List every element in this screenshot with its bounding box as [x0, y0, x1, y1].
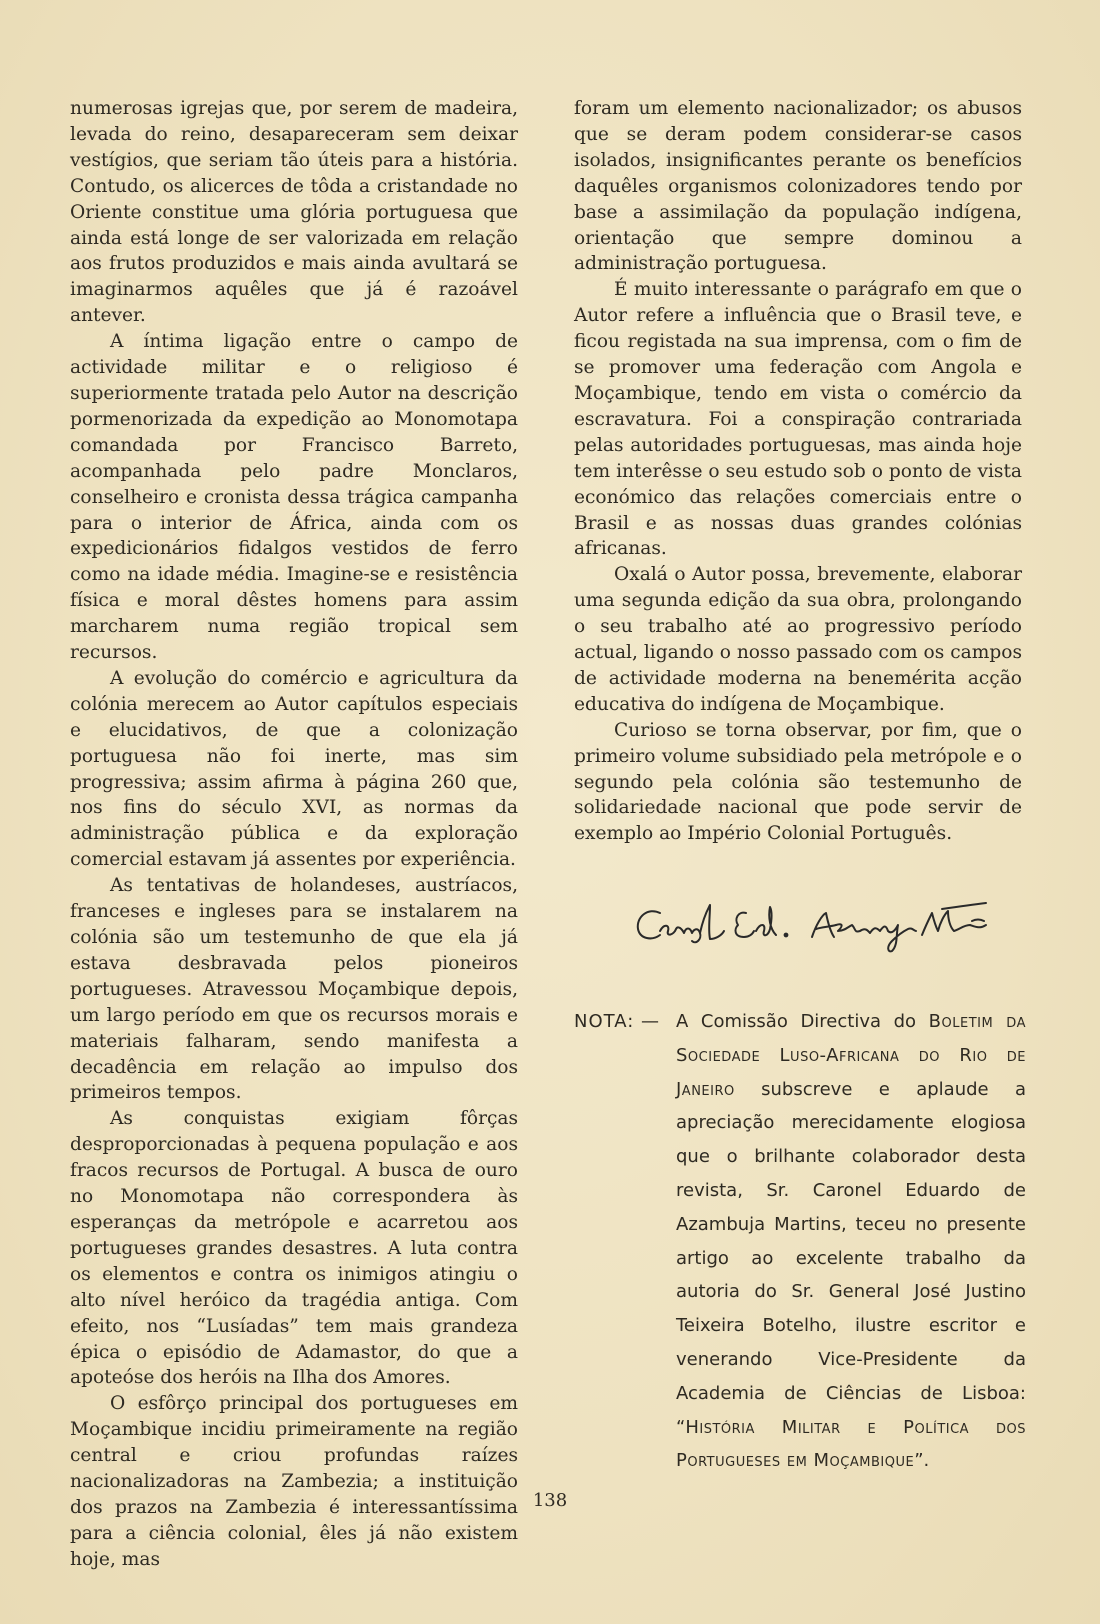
paragraph: É muito interessante o parágrafo em que o Autor refere a influência que o Brasil teve, e ficou registada na sua imprensa, com o fim de se promover uma federação com Angola e Moçambique, tendo em vista o comércio da escravatura. Foi a conspiração contrariada pelas autoridades portuguesas, mas ainda hoje tem interêsse o seu estudo sob o ponto de vista económico das relações comerciais entre o Brasil e as nossas duas grandes colónias africanas.	[574, 279, 1022, 560]
paragraph: Curioso se torna observar, por fim, que o primeiro volume subsidiado pela metrópole e o segundo pela colónia são testemunho de solidariedade nacional que pode servir de exemplo ao Império Colonial Português.	[574, 719, 1022, 845]
book-title: História Militar e Política dos Portugueses em Moçambique	[676, 1416, 1026, 1472]
paragraph: Oxalá o Autor possa, brevemente, elaborar uma segunda edição da sua obra, prolongando o seu trabalho até ao progressivo período actual, ligando o nosso passado com os campos de actividade moderna na benemérita acção educativa do indígena de Moçambique.	[574, 564, 1022, 715]
note-text: subscreve e aplaude a apreciação merecidamente elogiosa que o brilhante colaborador desta revista, Sr. Caronel Eduardo de Azambuja Martins, teceu no presente artigo ao excelente trabalho da autoria do Sr. General José Justino Teixeira Botelho, ilustre escritor e venerando Vice-Presidente da Academia de Ciências de Lisboa: “	[676, 1078, 1026, 1438]
journal-name: Boletim da Sociedade Luso-Africana do Rio de Janeiro	[676, 1011, 1026, 1100]
note-text: A Comissão Directiva do	[676, 1011, 929, 1032]
note-label: NOTA: —	[574, 1011, 661, 1032]
handwritten-signature	[630, 895, 1010, 955]
paragraph: O esfôrço principal dos portugueses em Moçambique incidiu primeiramente na região central e criou profundas raízes nacionalizadoras na Zambezia; a instituição dos prazos na Zambezia é interessantíssima para a ciência colonial, êles já não existem hoje, mas	[70, 1393, 518, 1570]
paragraph: As conquistas exigiam fôrças desproporcionadas à pequena população e aos fracos recursos de Portugal. A busca de ouro no Monomotapa não correspondera às esperanças da metrópole e acarretou aos portugueses grandes desastres. A luta contra os elementos e contra os inimigos atingiu o alto nível heróico da tragédia antiga. Com efeito, nos “Lusíadas” tem mais grandeza épica o episódio de Adamastor, do que a apoteóse dos heróis na Ilha dos Amores.	[70, 1108, 518, 1389]
paragraph: A evolução do comércio e agricultura da colónia merecem ao Autor capítulos especiais e elucidativos, de que a colonização portuguesa não foi inerte, mas sim progressiva; assim afirma à página 260 que, nos fins do século XVI, as normas da administração pública e da exploração comercial estavam já assentes por experiência.	[70, 667, 518, 871]
paragraph: A íntima ligação entre o campo de actividade militar e o religioso é superiormente tratada pelo Autor na descrição pormenorizada da expedição ao Monomotapa comandada por Francisco Barreto, acompanhada pelo padre Monclaros, conselheiro e cronista dessa trágica campanha para o interior de África, ainda com os expedicionários fidalgos vestidos de ferro como na idade média. Imagine-se e resistência física e moral dêstes homens para assim marcharem numa região tropical sem recursos.	[70, 331, 518, 664]
editorial-note	[574, 1005, 1026, 1478]
note-text: ”.	[914, 1450, 930, 1472]
paragraph: As tentativas de holandeses, austríacos, franceses e ingleses para se instalarem na colónia são um testemunho de que ela já estava desbravada pelos pioneiros portugueses. Atravessou Moçambique depois, um largo período em que os recursos morais e materiais falharam, sendo manifesta a decadência em relação ao impulso dos primeiros tempos.	[70, 875, 518, 1104]
note-body	[676, 1005, 1026, 1478]
paragraph: foram um elemento nacionalizador; os abusos que se deram podem considerar-se casos isolados, insignificantes perante os benefícios daquêles organismos colonizadores tendo por base a assimilação da população indígena, orientação que sempre dominou a administração portuguesa.	[574, 98, 1022, 275]
right-column	[574, 96, 1022, 847]
page-number: 138	[532, 1490, 568, 1511]
left-column	[70, 96, 518, 1573]
paragraph: numerosas igrejas que, por serem de madeira, levada do reino, desapareceram sem deixar vestígios, que seriam tão úteis para a história. Contudo, os alicerces de tôda a cristandade no Oriente constitue uma glória portuguesa que ainda está longe de ser valorizada em relação aos frutos produzidos e mais ainda avultará se imaginarmos aquêles que já é razoável antever.	[70, 98, 518, 327]
